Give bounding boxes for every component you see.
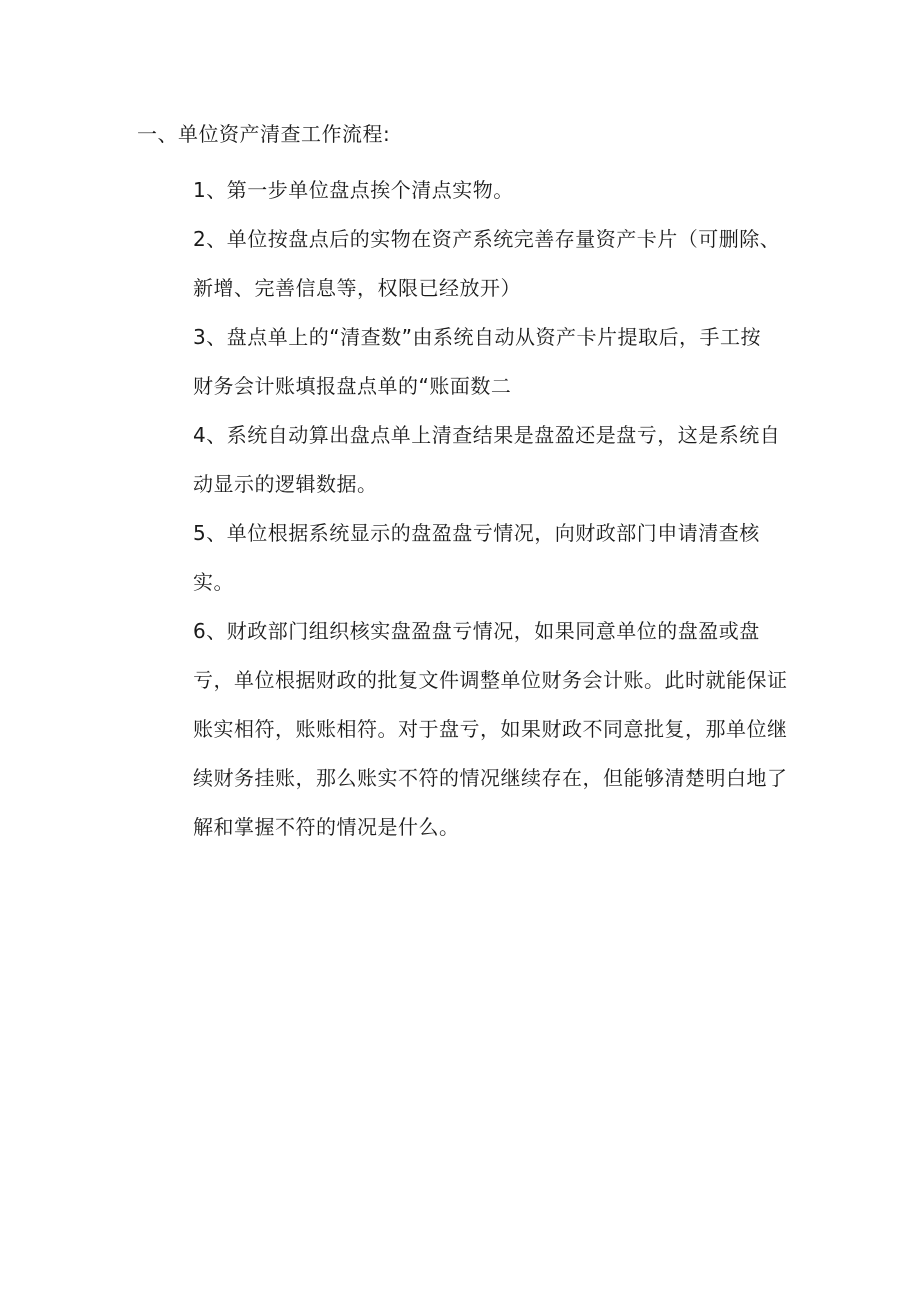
list-item-4 [193,411,783,509]
list-item-line: 解和掌握不符的情况是什么。 [193,815,460,839]
list-item-line: 1、第一步单位盘点挨个清点实物。 [193,178,514,202]
section-heading: 一、单位资产清查工作流程: [137,122,391,146]
procedure-list [193,166,788,852]
list-item-line: 2、单位按盘点后的实物在资产系统完善存量资产卡片（可删除、 [193,227,781,251]
list-item-line: 4、系统自动算出盘点单上清查结果是盘盈还是盘亏，这是系统自 [193,423,781,447]
list-item-line: 账实相符，账账相符。对于盘亏，如果财政不同意批复，那单位继 [193,717,788,741]
list-item-2 [193,215,783,313]
list-item-line: 实。 [193,570,234,594]
list-item-line: 亏，单位根据财政的批复文件调整单位财务会计账。此时就能保证 [193,668,788,692]
list-item-line: 3、盘点单上的“清查数”由系统自动从资产卡片提取后，手工按 [193,325,761,349]
list-item-6 [193,607,788,852]
list-item-line: 5、单位根据系统显示的盘盈盘亏情况，向财政部门申请清查核 [193,521,760,545]
list-item-line: 财务会计账填报盘点单的“账面数二 [193,374,512,398]
list-item-line: 动显示的逻辑数据。 [193,472,378,496]
list-item-line: 6、财政部门组织核实盘盈盘亏情况，如果同意单位的盘盈或盘 [193,619,760,643]
list-item-line: 续财务挂账，那么账实不符的情况继续存在，但能够清楚明白地了 [193,766,788,790]
list-item-3 [193,313,783,411]
list-item-5 [193,509,783,607]
list-item-1 [193,166,783,215]
list-item-line: 新增、完善信息等，权限已经放开） [193,276,521,300]
